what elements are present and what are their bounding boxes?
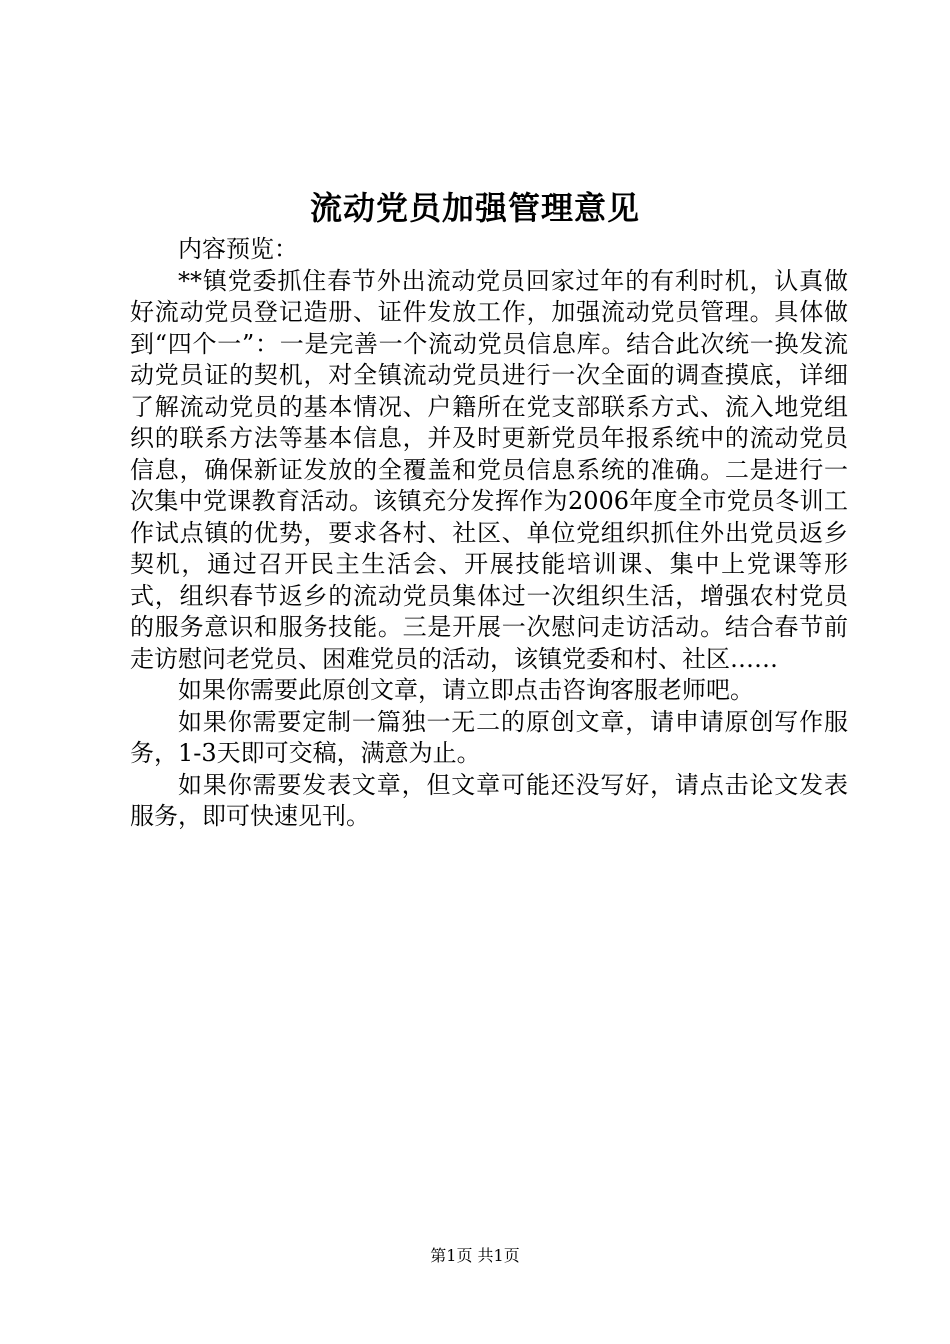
custom-writing-paragraph: 如果你需要定制一篇独一无二的原创文章，请申请原创写作服务，1-3天即可交稿，满意为止。 bbox=[130, 707, 848, 767]
consult-paragraph: 如果你需要此原创文章，请立即点击咨询客服老师吧。 bbox=[178, 676, 754, 704]
preview-label: 内容预览： bbox=[178, 235, 298, 263]
body-paragraph: **镇党委抓住春节外出流动党员回家过年的有利时机，认真做好流动党员登记造册、证件发放工作，加强流动党员管理。具体做到“四个一”：一是完善一个流动党员信息库。结合此次统一换发流动党员证的契机，对全镇流动党员进行一次全面的调查摸底，详细了解流动党员的基本情况、户籍所在党支部联系方式、流入地党组织的联系方法等基本信息，并及时更新党员年报系统中的流动党员信息，确保新证发放的全覆盖和党员信息系统的准确。二是进行一次集中党课教育活动。该镇充分发挥作为2006年度全市党员冬训工作试点镇的优势，要求各村、社区、单位党组织抓住外出党员返乡契机，通过召开民主生活会、开展技能培训课、集中上党课等形式，组织春节返乡的流动党员集体过一次组织生活，增强农村党员的服务意识和服务技能。三是开展一次慰问走访活动。结合春节前走访慰问老党员、困难党员的活动，该镇党委和村、社区…… bbox=[130, 266, 848, 673]
document-title: 流动党员加强管理意见 bbox=[309, 189, 640, 227]
publish-paragraph: 如果你需要发表文章，但文章可能还没写好，请点击论文发表服务，即可快速见刊。 bbox=[130, 770, 848, 830]
document-body bbox=[130, 234, 848, 833]
page-footer: 第1页 共1页 bbox=[430, 1246, 520, 1265]
